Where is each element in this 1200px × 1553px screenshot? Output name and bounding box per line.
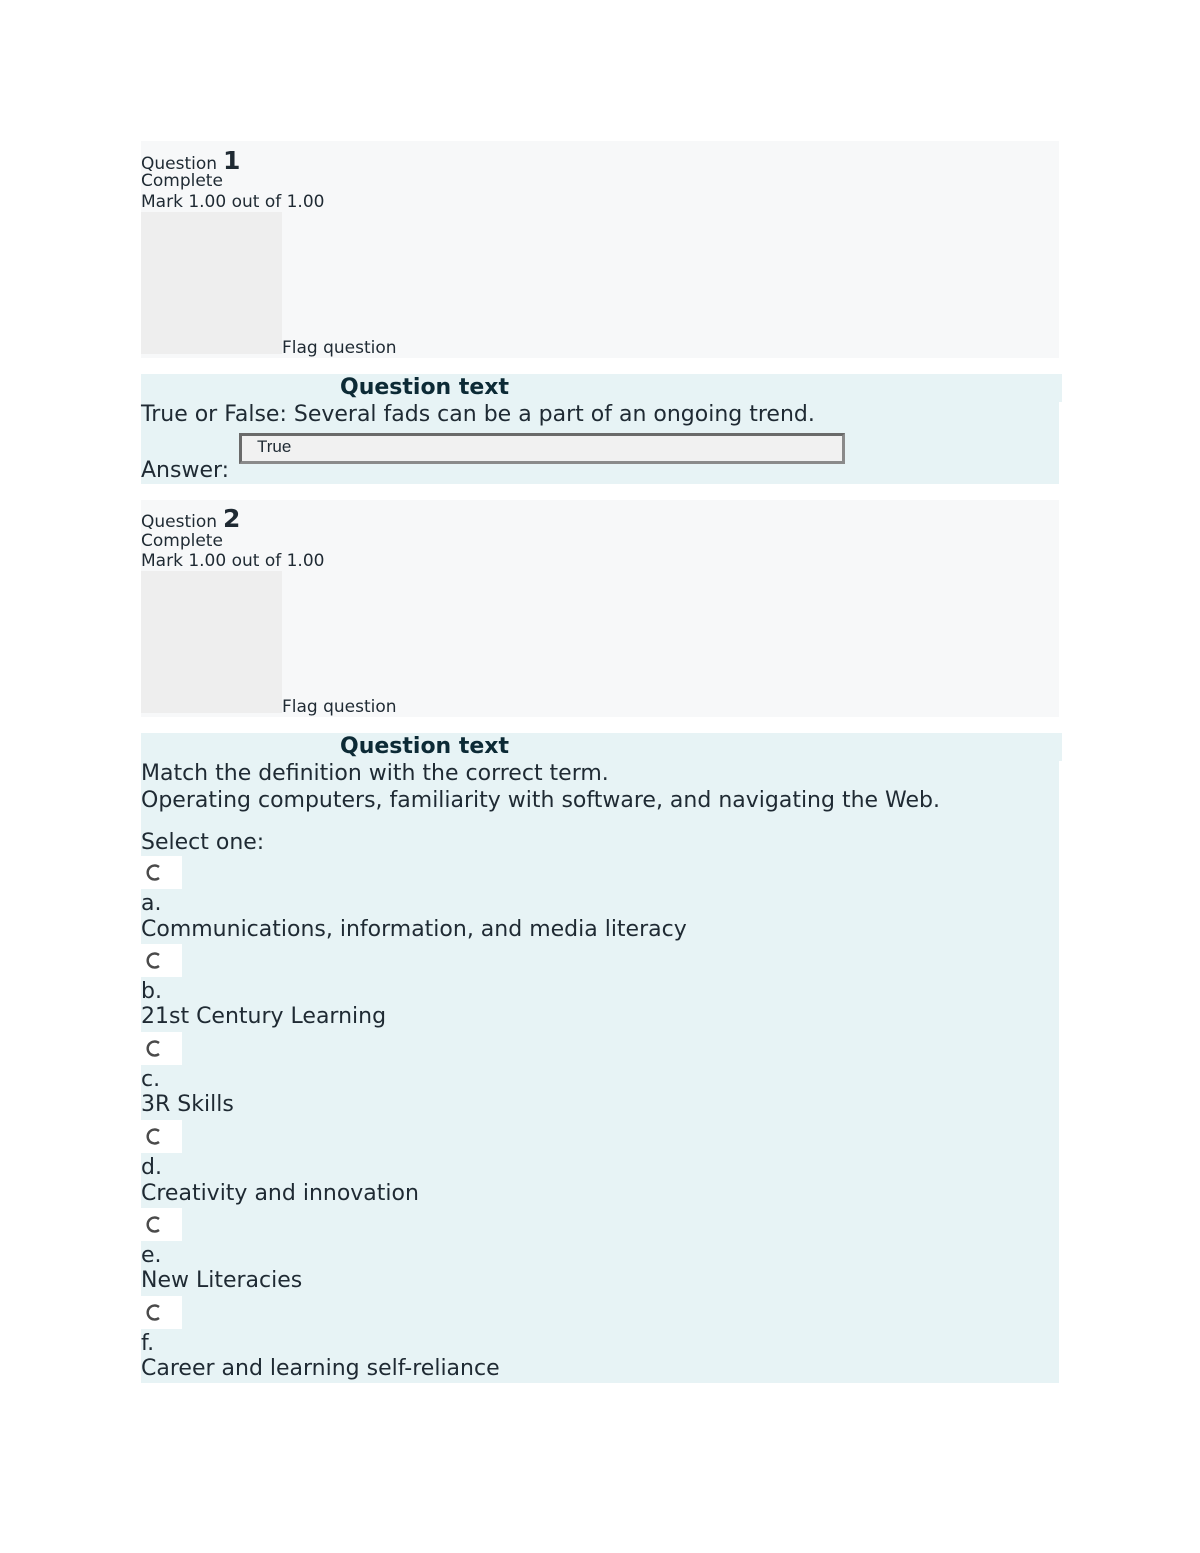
question-1-flag-button[interactable]: Flag question: [282, 338, 397, 358]
option-e-text[interactable]: New Literacies: [141, 1268, 303, 1293]
question-2-text-line1: Match the definition with the correct term.: [141, 761, 609, 786]
option-f-letter: f.: [141, 1331, 155, 1356]
radio-icon: [144, 863, 164, 883]
question-2-content: [141, 733, 1059, 1383]
question-2-text-heading: Question text: [340, 733, 1062, 761]
select-one-prompt: Select one:: [141, 830, 265, 855]
question-2-flag-button[interactable]: Flag question: [282, 697, 397, 717]
option-b-text[interactable]: 21st Century Learning: [141, 1004, 387, 1029]
answer-field[interactable]: True: [239, 433, 845, 464]
option-d-letter: d.: [141, 1155, 162, 1180]
answer-label: Answer:: [141, 458, 230, 483]
question-2-grade: Mark 1.00 out of 1.00: [141, 551, 325, 571]
question-2-text-line2: Operating computers, familiarity with software, and navigating the Web.: [141, 788, 941, 813]
option-d-text[interactable]: Creativity and innovation: [141, 1181, 419, 1206]
radio-icon: [144, 1215, 164, 1235]
question-1-text: True or False: Several fads can be a part of an ongoing trend.: [141, 402, 815, 427]
question-2-info: [141, 500, 1059, 717]
radio-icon: [144, 1303, 164, 1323]
option-a-text[interactable]: Communications, information, and media literacy: [141, 917, 687, 942]
radio-icon: [144, 1039, 164, 1059]
option-f-text[interactable]: Career and learning self-reliance: [141, 1356, 500, 1381]
option-e-radio[interactable]: [141, 1208, 182, 1241]
question-label: Question: [141, 154, 218, 174]
option-c-text[interactable]: 3R Skills: [141, 1092, 234, 1117]
option-f-radio[interactable]: [141, 1296, 182, 1329]
question-1-grade: Mark 1.00 out of 1.00: [141, 192, 325, 212]
option-d-radio[interactable]: [141, 1120, 182, 1153]
radio-icon: [144, 1127, 164, 1147]
question-1-number: [141, 148, 240, 173]
question-label: Question: [141, 512, 218, 532]
option-c-radio[interactable]: [141, 1032, 182, 1065]
question-number: 2: [223, 504, 241, 533]
option-a-radio[interactable]: [141, 856, 182, 889]
radio-icon: [144, 951, 164, 971]
option-b-radio[interactable]: [141, 944, 182, 977]
question-1-text-heading: Question text: [340, 374, 1062, 402]
question-1-info: [141, 141, 1059, 358]
question-2-number: [141, 506, 240, 531]
question-1-flag-image[interactable]: [141, 212, 282, 354]
option-a-letter: a.: [141, 891, 162, 916]
question-1-state: Complete: [141, 171, 223, 191]
option-e-letter: e.: [141, 1243, 162, 1268]
question-1-content: [141, 374, 1059, 484]
question-number: 1: [223, 146, 241, 175]
question-2-state: Complete: [141, 531, 223, 551]
question-2-flag-image[interactable]: [141, 571, 282, 713]
option-b-letter: b.: [141, 979, 162, 1004]
option-c-letter: c.: [141, 1067, 161, 1092]
